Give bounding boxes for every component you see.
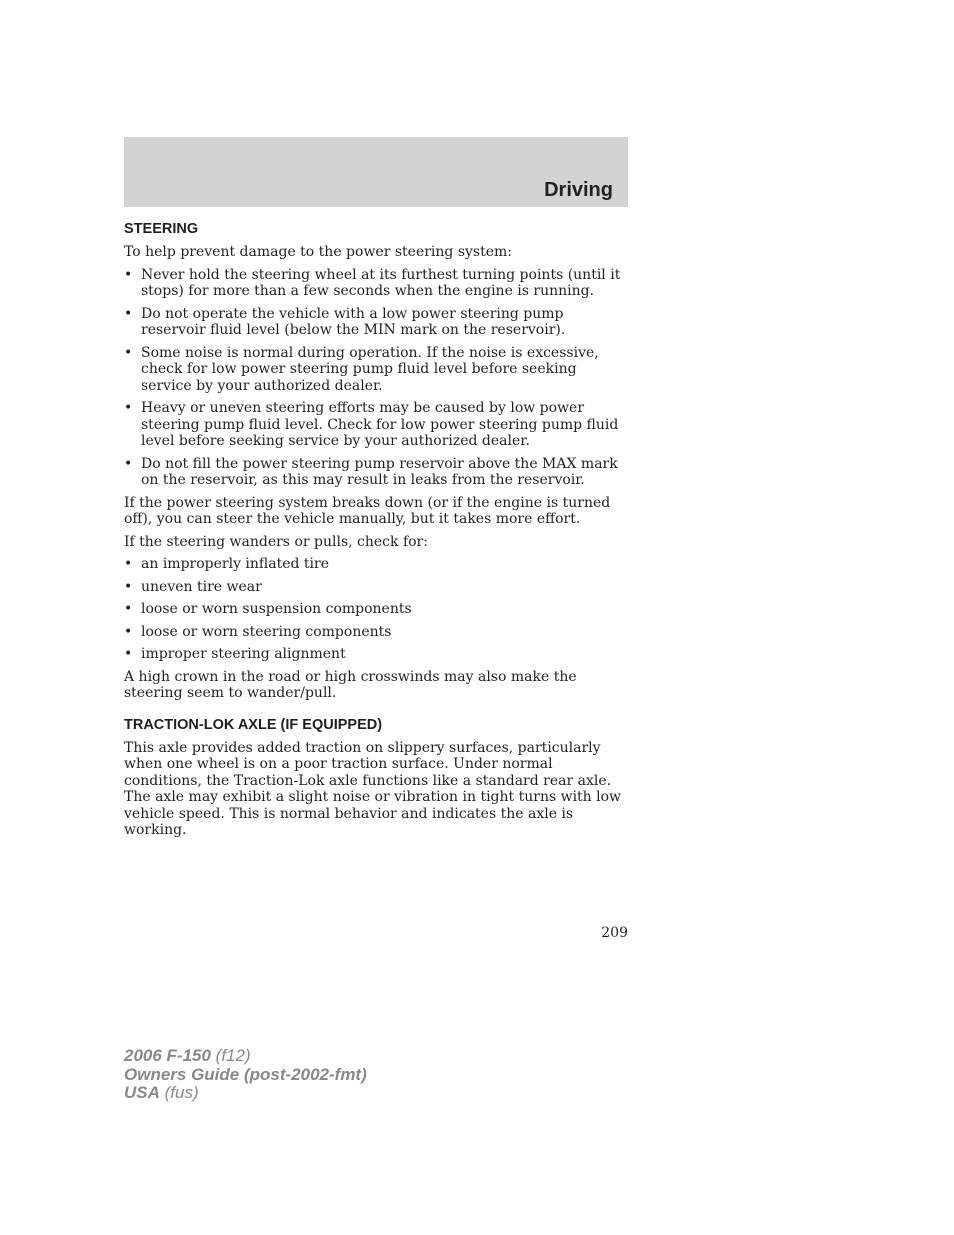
bullet-icon: •: [124, 646, 133, 662]
bullet-icon: •: [124, 601, 133, 617]
bullet-icon: •: [124, 455, 133, 472]
bullet-icon: •: [124, 400, 133, 416]
list-item: • loose or worn steering components: [124, 623, 392, 640]
footer-line-market: USA (fus): [124, 1083, 199, 1102]
page-number: 209: [601, 925, 628, 941]
steering-heading: STEERING: [124, 221, 199, 237]
footer-line-guide: Owners Guide (post-2002-fmt): [124, 1064, 367, 1084]
document-footer: [124, 1047, 367, 1103]
steering-intro: To help prevent damage to the power steering system:: [124, 244, 513, 260]
wander-checks-list: [124, 556, 630, 663]
bullet-icon: •: [124, 623, 133, 640]
section-header-band: [124, 137, 628, 207]
footer-line-model: 2006 F-150 (f12): [124, 1046, 251, 1065]
list-item: • improper steering alignment: [124, 646, 346, 662]
bullet-icon: •: [124, 578, 133, 595]
traction-paragraph: This axle provides added traction on slippery surfaces, particularly when one wheel is on a poor traction surface. Under normal conditions, the Traction-Lok axle functions like a standard rear axle. The axle may exhibit a slight noise or vibration in tight turns with low vehicle speed. This is normal behavior and indicates the axle is working.: [124, 739, 622, 838]
list-item: • Heavy or uneven steering efforts may be caused by low power steering pump fluid level. Check for low power steering pump fluid level before seeking service by your authorized dealer.: [124, 400, 619, 449]
breakdown-paragraph: If the power steering system breaks down (or if the engine is turned off), you can steer the vehicle manually, but it takes more effort.: [124, 494, 611, 527]
list-item: • loose or worn suspension components: [124, 601, 412, 617]
list-item: • Some noise is normal during operation. If the noise is excessive, check for low power steering pump fluid level before seeking service by your authorized dealer.: [124, 344, 599, 394]
list-item: • Do not operate the vehicle with a low power steering pump reservoir fluid level (below the MIN mark on the reservoir).: [124, 305, 566, 338]
wander-intro: If the steering wanders or pulls, check for:: [124, 533, 428, 550]
section-title: Driving: [544, 179, 613, 201]
list-item: • Never hold the steering wheel at its furthest turning points (until it stops) for more than a few seconds when the engine is running.: [124, 266, 621, 299]
bullet-icon: •: [124, 556, 133, 572]
steering-tips-list: [124, 267, 630, 489]
bullet-icon: •: [124, 305, 133, 322]
bullet-icon: •: [124, 266, 133, 283]
list-item: • an improperly inflated tire: [124, 556, 330, 572]
list-item: • uneven tire wear: [124, 578, 262, 595]
list-item: • Do not fill the power steering pump reservoir above the MAX mark on the reservoir, as this may result in leaks from the reservoir.: [124, 455, 618, 488]
bullet-icon: •: [124, 344, 133, 361]
crown-paragraph: A high crown in the road or high crosswinds may also make the steering seem to wander/pull.: [124, 668, 577, 701]
traction-heading: TRACTION-LOK AXLE (IF EQUIPPED): [124, 716, 383, 733]
page-content: [124, 219, 630, 845]
